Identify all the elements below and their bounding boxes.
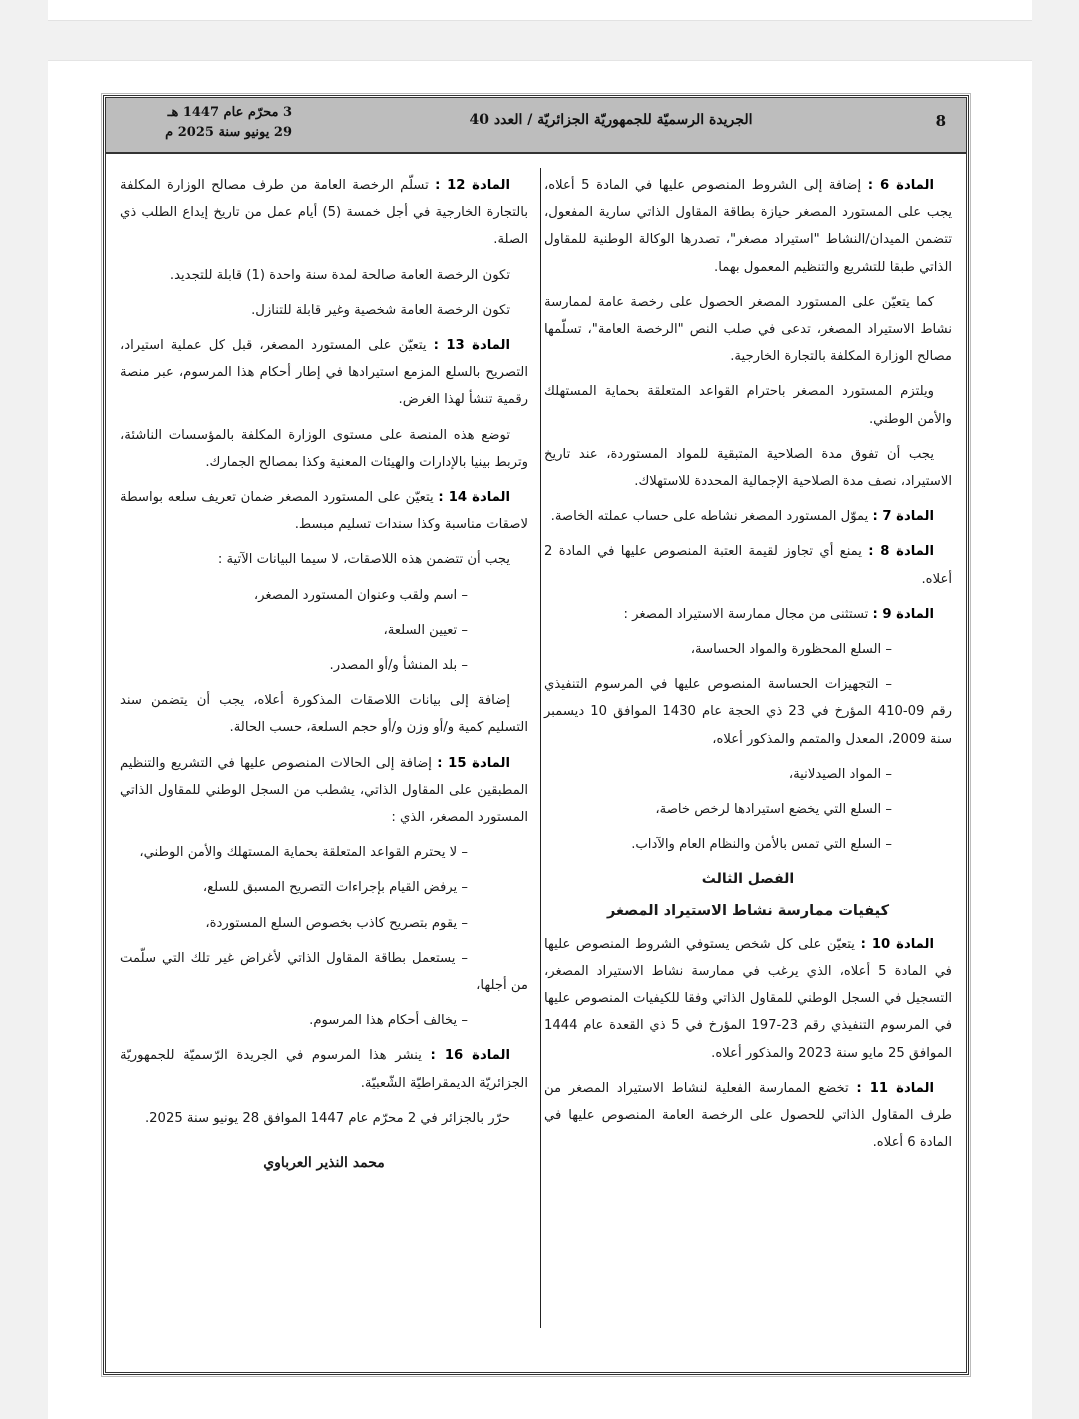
article-text: تسلّم الرخصة العامة من طرف مصالح الوزارة المكلفة بالتجارة الخارجية في أجل خمسة (5) أيام عمل من تاريخ إيداع الطلب ذي الصلة.	[120, 178, 528, 248]
article-text: إضافة إلى الحالات المنصوص عليها في التشريع والتنظيم المطبقين على المقاول الذاتي، يشطب من السجل الوطني للمقاول الذاتي المستورد المصغر، الذي :	[120, 755, 528, 826]
date-hijri: 3 محرّم عام 1447 هـ	[167, 105, 292, 120]
article-text: يتعيّن على المستورد المصغر، قبل كل عملية استيراد، التصريح بالسلع المزمع استيرادها في إطار أحكام هذا المرسوم، عبر منصة رقمية تنشأ لهذا الغرض.	[120, 338, 528, 408]
article-label: المادة 13 :	[433, 338, 510, 354]
article-label: المادة 16 :	[430, 1048, 510, 1064]
article-11	[544, 1075, 952, 1157]
paragraph: إضافة إلى بيانات اللاصقات المذكورة أعلاه، يجب أن يتضمن سند التسليم كمية و/أو وزن و/أو حجم السلعة، حسب الحالة.	[120, 693, 528, 736]
article-label: المادة 15 :	[437, 755, 510, 771]
paragraph: يجب أن تتضمن هذه اللاصقات، لا سيما البيانات الآتية :	[217, 552, 510, 568]
list-item: – يستعمل بطاقة المقاول الذاتي لأغراض غير تلك التي سلّمت من أجلها،	[120, 950, 528, 994]
chapter-heading: الفصل الثالث	[701, 871, 795, 888]
list-item: – المواد الصيدلانية،	[788, 766, 892, 782]
article-text: ينشر هذا المرسوم في الجريدة الرّسميّة للجمهوريّة الجزائريّة الديمقراطيّة الشّعبيّة.	[120, 1048, 528, 1091]
gazette-header	[106, 98, 966, 154]
article-14	[120, 484, 528, 538]
article-label: المادة 14 :	[438, 490, 510, 506]
paragraph: تكون الرخصة العامة شخصية وغير قابلة للتنازل.	[251, 302, 510, 318]
article-label: المادة 7 :	[872, 509, 934, 525]
article-label: المادة 11 :	[856, 1080, 934, 1096]
article-text: تخضع الممارسة الفعلية لنشاط الاستيراد المصغر من طرف المقاول الذاتي للحصول على الرخصة العامة المنصوص عليها في المادة 6 أعلاه.	[544, 1080, 952, 1151]
list-item: – السلع المحظورة والمواد الحساسة،	[690, 642, 892, 658]
article-7	[544, 503, 952, 530]
article-label: المادة 9 :	[872, 606, 934, 622]
article-text: يمنع أي تجاوز لقيمة العتبة المنصوص عليها في المادة 2 أعلاه.	[544, 544, 952, 587]
list-item: – السلع التي تمس بالأمن والنظام العام والآداب.	[631, 837, 892, 853]
list-item: – التجهيزات الحساسة المنصوص عليها في المرسوم التنفيذي رقم 09-410 المؤرخ في 23 ذي الحجة عام 1430 الموافق 10 ديسمبر سنة 2009، المعدل والمتمم والمذكور أعلاه،	[544, 677, 952, 747]
list-item: – يرفض القيام بإجراءات التصريح المسبق للسلع،	[202, 880, 468, 896]
gazette-title: الجريدة الرسميّة للجمهوريّة الجزائريّة / العدد 40	[469, 112, 753, 128]
list-item: – لا يحترم القواعد المتعلقة بحماية المستهلك والأمن الوطني،	[139, 845, 468, 861]
article-9	[544, 601, 952, 628]
column-divider	[540, 168, 541, 1328]
article-text: إضافة إلى الشروط المنصوص عليها في المادة 5 أعلاه، يجب على المستورد المصغر حيازة بطاقة المقاول الذاتي سارية المفعول، تتضمن الميدان/النشاط "استيراد مصغر"، تصدرها الوكالة الوطنية للمقاول الذاتي طبقا للتشريع والتنظيم المعمول بهما.	[544, 178, 952, 275]
list-item: – السلع التي يخضع استيرادها لرخص خاصة،	[655, 802, 892, 818]
article-text: يتعيّن على كل شخص يستوفي الشروط المنصوص عليها في المادة 5 أعلاه، الذي يرغب في ممارسة نشاط الاستيراد المصغر، التسجيل في السجل الوطني للمقاول الذاتي وفقا للكيفيات المنصوص عليها في المرسوم التنفيذي رقم 23-197 المؤرخ في 5 ذي القعدة عام 1444 الموافق 25 مايو سنة 2023 والمذكور أعلاه.	[544, 936, 952, 1061]
issue-date	[122, 103, 292, 143]
article-16	[120, 1042, 528, 1096]
article-6	[544, 172, 952, 281]
list-item: – يخالف أحكام هذا المرسوم.	[309, 1013, 468, 1029]
signature: محمد النذير العرباوي	[263, 1155, 385, 1172]
article-label: المادة 8 :	[868, 544, 934, 560]
article-15	[120, 750, 528, 832]
paragraph: ويلتزم المستورد المصغر باحترام القواعد المتعلقة بحماية المستهلك والأمن الوطني.	[544, 384, 952, 427]
article-text: تستثنى من مجال ممارسة الاستيراد المصغر :	[623, 606, 873, 622]
page-number: 8	[935, 112, 946, 130]
section-title: كيفيات ممارسة نشاط الاستيراد المصغر	[606, 902, 890, 919]
paragraph: تكون الرخصة العامة صالحة لمدة سنة واحدة (1) قابلة للتجديد.	[169, 267, 510, 283]
article-10	[544, 931, 952, 1067]
article-label: المادة 10 :	[860, 936, 934, 952]
date-gregorian: 29 يونيو سنة 2025 م	[165, 125, 292, 140]
left-column	[120, 172, 528, 1177]
article-text: يتعيّن على المستورد المصغر ضمان تعريف سلعه بواسطة لاصقات مناسبة وكذا سندات تسليم مبسط.	[120, 490, 528, 533]
article-label: المادة 6 :	[867, 178, 934, 193]
article-12	[120, 172, 528, 254]
list-item: – يقوم بتصريح كاذب بخصوص السلع المستوردة،	[205, 915, 468, 931]
paragraph: يجب أن تفوق مدة الصلاحية المتبقية للمواد المستوردة، عند تاريخ الاستيراد، نصف مدة الصلاحية الإجمالية المحددة للاستهلاك.	[544, 446, 952, 490]
paragraph: كما يتعيّن على المستورد المصغر الحصول على رخصة عامة لممارسة نشاط الاستيراد المصغر، تدعى في صلب النص "الرخصة العامة"، تسلّمها مصالح الوزارة المكلفة بالتجارة الخارجية.	[544, 294, 952, 365]
article-8	[544, 538, 952, 592]
list-item: – تعيين السلعة،	[383, 622, 468, 638]
article-label: المادة 12 :	[435, 178, 510, 193]
article-13	[120, 332, 528, 414]
right-column	[544, 172, 952, 1165]
paragraph: توضع هذه المنصة على مستوى الوزارة المكلفة بالمؤسسات الناشئة، وتربط بينيا بالإدارات والهيئات المعنية وكذا بمصالح الجمارك.	[120, 427, 528, 470]
done-at-paragraph: حرّر بالجزائر في 2 محرّم عام 1447 الموافق 28 يونيو سنة 2025.	[144, 1110, 510, 1126]
article-text: يموّل المستورد المصغر نشاطه على حساب عملته الخاصة.	[550, 509, 873, 525]
list-item: – اسم ولقب وعنوان المستورد المصغر،	[253, 587, 468, 603]
previous-page-edge	[48, 0, 1032, 21]
list-item: – بلد المنشأ و/أو المصدر.	[329, 658, 468, 674]
gazette-frame	[103, 95, 969, 1375]
